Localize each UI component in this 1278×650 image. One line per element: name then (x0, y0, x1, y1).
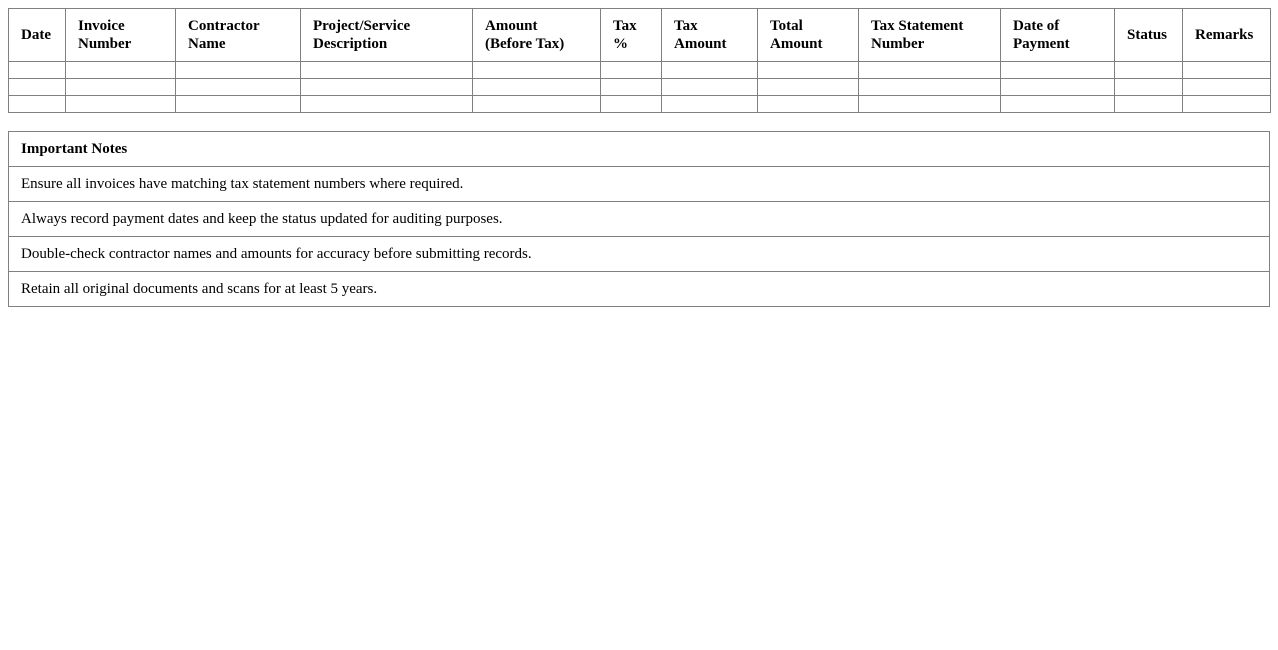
column-header-tax-percent: Tax % (601, 9, 662, 62)
note-item: Retain all original documents and scans for at least 5 years. (9, 272, 1270, 307)
header-row (9, 9, 1271, 62)
important-notes-table (8, 131, 1270, 307)
table-cell[interactable] (1001, 96, 1115, 113)
column-header-status: Status (1115, 9, 1183, 62)
note-row (9, 272, 1270, 307)
table-cell[interactable] (1183, 62, 1271, 79)
table-cell[interactable] (758, 96, 859, 113)
table-cell[interactable] (66, 79, 176, 96)
table-cell[interactable] (662, 96, 758, 113)
table-cell[interactable] (758, 62, 859, 79)
column-header-amount-before-tax: Amount (Before Tax) (473, 9, 601, 62)
notes-heading-row (9, 132, 1270, 167)
table-cell[interactable] (1115, 79, 1183, 96)
column-header-date-of-payment: Date of Payment (1001, 9, 1115, 62)
note-item: Double-check contractor names and amounts for accuracy before submitting records. (9, 237, 1270, 272)
table-cell[interactable] (473, 79, 601, 96)
note-row (9, 167, 1270, 202)
invoice-table-header (9, 9, 1271, 62)
table-cell[interactable] (601, 62, 662, 79)
note-item: Ensure all invoices have matching tax statement numbers where required. (9, 167, 1270, 202)
table-row (9, 79, 1271, 96)
table-cell[interactable] (758, 79, 859, 96)
table-cell[interactable] (66, 62, 176, 79)
table-cell[interactable] (301, 96, 473, 113)
column-header-remarks: Remarks (1183, 9, 1271, 62)
column-header-invoice-number: Invoice Number (66, 9, 176, 62)
column-header-date: Date (9, 9, 66, 62)
table-cell[interactable] (301, 79, 473, 96)
invoice-table (8, 8, 1271, 113)
table-cell[interactable] (1001, 62, 1115, 79)
table-row (9, 96, 1271, 113)
table-cell[interactable] (66, 96, 176, 113)
notes-heading: Important Notes (9, 132, 1270, 167)
table-cell[interactable] (9, 79, 66, 96)
note-row (9, 202, 1270, 237)
table-cell[interactable] (9, 96, 66, 113)
table-cell[interactable] (662, 62, 758, 79)
table-cell[interactable] (859, 96, 1001, 113)
note-item: Always record payment dates and keep the status updated for auditing purposes. (9, 202, 1270, 237)
column-header-tax-amount: Tax Amount (662, 9, 758, 62)
table-cell[interactable] (662, 79, 758, 96)
table-row (9, 62, 1271, 79)
table-cell[interactable] (601, 79, 662, 96)
column-header-project-description: Project/Service Description (301, 9, 473, 62)
column-header-tax-statement-number: Tax Statement Number (859, 9, 1001, 62)
table-cell[interactable] (859, 79, 1001, 96)
column-header-contractor-name: Contractor Name (176, 9, 301, 62)
table-cell[interactable] (1115, 62, 1183, 79)
invoice-table-body (9, 62, 1271, 113)
table-cell[interactable] (859, 62, 1001, 79)
table-cell[interactable] (1001, 79, 1115, 96)
note-row (9, 237, 1270, 272)
table-cell[interactable] (301, 62, 473, 79)
table-cell[interactable] (176, 96, 301, 113)
table-cell[interactable] (601, 96, 662, 113)
table-cell[interactable] (1183, 96, 1271, 113)
table-cell[interactable] (1115, 96, 1183, 113)
table-cell[interactable] (473, 62, 601, 79)
table-cell[interactable] (9, 62, 66, 79)
table-cell[interactable] (176, 62, 301, 79)
column-header-total-amount: Total Amount (758, 9, 859, 62)
table-cell[interactable] (473, 96, 601, 113)
table-cell[interactable] (176, 79, 301, 96)
table-cell[interactable] (1183, 79, 1271, 96)
